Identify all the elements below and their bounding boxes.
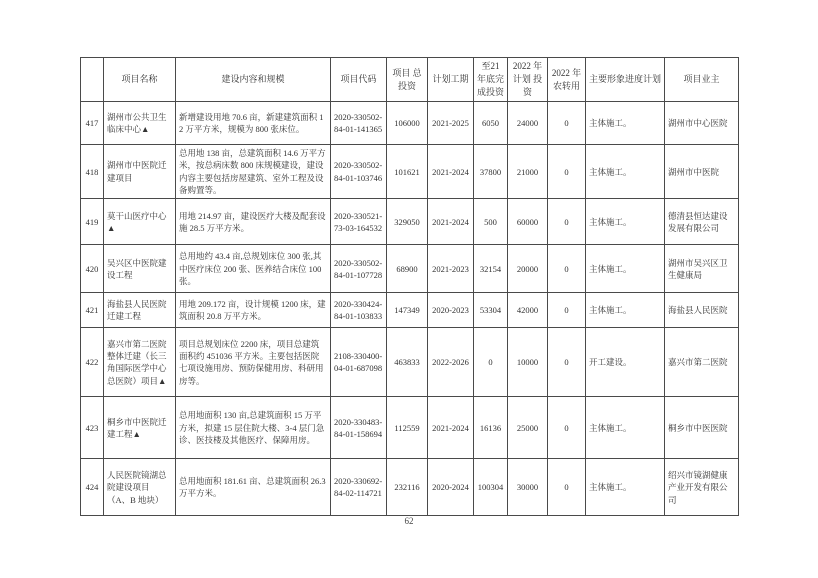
col-index-cell: 417 (81, 102, 104, 145)
col-construction-content-cell: 总用地面积 181.61 亩、总建筑面积 26.3 万平方米。 (176, 459, 331, 516)
table-row (81, 397, 739, 459)
col-project-owner-cell: 桐乡市中医医院 (665, 397, 739, 459)
table-row (81, 102, 739, 145)
col-total-investment-cell: 112559 (387, 397, 428, 459)
col-construction-content-cell: 新增建设用地 70.6 亩，新建建筑面积 12 万平方米，规模为 800 张床位。 (176, 102, 331, 145)
col-index-cell: 418 (81, 145, 104, 199)
col-progress-plan-cell: 主体施工。 (586, 459, 665, 516)
col-index-cell: 424 (81, 459, 104, 516)
table-row (81, 459, 739, 516)
table-row (81, 293, 739, 328)
col-2022-planned-investment-cell: 30000 (508, 459, 548, 516)
col-2022-planned-investment-cell: 20000 (508, 245, 548, 293)
header-col-project-owner: 项目业主 (665, 58, 739, 102)
col-total-investment-cell: 232116 (387, 459, 428, 516)
col-2022-planned-investment-cell: 60000 (508, 199, 548, 245)
col-2022-planned-investment-cell: 42000 (508, 293, 548, 328)
col-investment-completed-by-end-2021-cell: 500 (474, 199, 508, 245)
header-col-construction-content: 建设内容和规模 (176, 58, 331, 102)
col-investment-completed-by-end-2021-cell: 53304 (474, 293, 508, 328)
col-index-cell: 422 (81, 328, 104, 397)
col-project-name-cell: 人民医院镜湖总院建设项目（A、B 地块） (104, 459, 176, 516)
col-construction-content-cell: 项目总规划床位 2200 床，项目总建筑面积约 451036 平方米。主要包括医院七项设施用房、预防保健用房、科研用房等。 (176, 328, 331, 397)
col-construction-content-cell: 总用地面积 130 亩,总建筑面积 15 万平方米，拟建 15 层住院大楼、3-4 层门急诊、医技楼及其他医疗、保障用房。 (176, 397, 331, 459)
col-project-name-cell: 湖州市公共卫生临床中心▲ (104, 102, 176, 145)
header-col-2022-land-conversion: 2022 年 农转用 (548, 58, 586, 102)
col-project-owner-cell: 海盐县人民医院 (665, 293, 739, 328)
col-project-code-cell: 2020-330521-73-03-164532 (331, 199, 387, 245)
header-col-2022-planned-investment: 2022 年 计划 投资 (508, 58, 548, 102)
col-project-name-cell: 莫干山医疗中心▲ (104, 199, 176, 245)
header-col-planned-duration: 计划工期 (428, 58, 474, 102)
col-index-cell: 421 (81, 293, 104, 328)
header-col-investment-completed-by-end-2021: 至21 年底完 成投资 (474, 58, 508, 102)
table-row (81, 199, 739, 245)
col-total-investment-cell: 329050 (387, 199, 428, 245)
col-project-code-cell: 2020-330502-84-01-107728 (331, 245, 387, 293)
col-project-owner-cell: 湖州市中医院 (665, 145, 739, 199)
col-progress-plan-cell: 主体施工。 (586, 145, 665, 199)
projects-table-body (81, 102, 739, 516)
col-index-cell: 420 (81, 245, 104, 293)
col-project-code-cell: 2020-330692-84-02-114721 (331, 459, 387, 516)
col-2022-planned-investment-cell: 25000 (508, 397, 548, 459)
col-2022-land-conversion-cell: 0 (548, 328, 586, 397)
col-project-code-cell: 2020-330424-84-01-103833 (331, 293, 387, 328)
col-2022-land-conversion-cell: 0 (548, 145, 586, 199)
col-total-investment-cell: 463833 (387, 328, 428, 397)
col-investment-completed-by-end-2021-cell: 6050 (474, 102, 508, 145)
col-project-code-cell: 2108-330400-04-01-687098 (331, 328, 387, 397)
col-project-owner-cell: 湖州市吴兴区卫生健康局 (665, 245, 739, 293)
table-header-row (81, 58, 739, 102)
col-2022-land-conversion-cell: 0 (548, 199, 586, 245)
col-project-name-cell: 湖州市中医院迁建项目 (104, 145, 176, 199)
col-progress-plan-cell: 主体施工。 (586, 245, 665, 293)
col-planned-duration-cell: 2020-2023 (428, 293, 474, 328)
col-2022-land-conversion-cell: 0 (548, 102, 586, 145)
header-col-project-code: 项目代码 (331, 58, 387, 102)
col-total-investment-cell: 106000 (387, 102, 428, 145)
col-construction-content-cell: 总用地 138 亩，总建筑面积 14.6 万平方米，按总病床数 800 床规模建设，建设内容主要包括房屋建筑、室外工程及设备购置等。 (176, 145, 331, 199)
col-project-code-cell: 2020-330483-84-01-158694 (331, 397, 387, 459)
header-col-index (81, 58, 104, 102)
col-index-cell: 423 (81, 397, 104, 459)
col-investment-completed-by-end-2021-cell: 32154 (474, 245, 508, 293)
header-col-total-investment: 项目 总投资 (387, 58, 428, 102)
col-project-code-cell: 2020-330502-84-01-103746 (331, 145, 387, 199)
col-index-cell: 419 (81, 199, 104, 245)
col-2022-land-conversion-cell: 0 (548, 397, 586, 459)
col-planned-duration-cell: 2021-2024 (428, 145, 474, 199)
col-progress-plan-cell: 主体施工。 (586, 293, 665, 328)
col-investment-completed-by-end-2021-cell: 37800 (474, 145, 508, 199)
table-row (81, 245, 739, 293)
col-total-investment-cell: 68900 (387, 245, 428, 293)
col-total-investment-cell: 147349 (387, 293, 428, 328)
col-project-name-cell: 嘉兴市第二医院整体迁建（长三角国际医学中心总医院）项目▲ (104, 328, 176, 397)
col-2022-planned-investment-cell: 21000 (508, 145, 548, 199)
table-row (81, 328, 739, 397)
col-project-name-cell: 海盐县人民医院迁建工程 (104, 293, 176, 328)
col-project-name-cell: 吴兴区中医院建设工程 (104, 245, 176, 293)
col-project-name-cell: 桐乡市中医院迁建工程▲ (104, 397, 176, 459)
col-planned-duration-cell: 2022-2026 (428, 328, 474, 397)
col-planned-duration-cell: 2021-2023 (428, 245, 474, 293)
col-planned-duration-cell: 2021-2025 (428, 102, 474, 145)
col-2022-land-conversion-cell: 0 (548, 459, 586, 516)
col-planned-duration-cell: 2020-2024 (428, 459, 474, 516)
col-investment-completed-by-end-2021-cell: 16136 (474, 397, 508, 459)
header-col-progress-plan: 主要形象进度计划 (586, 58, 665, 102)
header-col-project-name: 项目名称 (104, 58, 176, 102)
col-investment-completed-by-end-2021-cell: 100304 (474, 459, 508, 516)
col-2022-land-conversion-cell: 0 (548, 293, 586, 328)
col-project-owner-cell: 绍兴市镜湖健康产业开发有限公司 (665, 459, 739, 516)
col-construction-content-cell: 总用地约 43.4 亩,总规划床位 300 张,其中医疗床位 200 张、医养结合床位 100 张。 (176, 245, 331, 293)
col-investment-completed-by-end-2021-cell: 0 (474, 328, 508, 397)
col-progress-plan-cell: 开工建设。 (586, 328, 665, 397)
col-construction-content-cell: 用地 214.97 亩，建设医疗大楼及配套设施 28.5 万平方米。 (176, 199, 331, 245)
col-progress-plan-cell: 主体施工。 (586, 102, 665, 145)
table-row (81, 145, 739, 199)
col-progress-plan-cell: 主体施工。 (586, 397, 665, 459)
projects-table (80, 57, 739, 516)
col-total-investment-cell: 101621 (387, 145, 428, 199)
col-planned-duration-cell: 2021-2024 (428, 199, 474, 245)
col-2022-planned-investment-cell: 24000 (508, 102, 548, 145)
col-construction-content-cell: 用地 209.172 亩，设计规模 1200 床，建筑面积 20.8 万平方米。 (176, 293, 331, 328)
col-2022-planned-investment-cell: 10000 (508, 328, 548, 397)
col-planned-duration-cell: 2021-2024 (428, 397, 474, 459)
col-project-owner-cell: 德清县恒达建设发展有限公司 (665, 199, 739, 245)
col-2022-land-conversion-cell: 0 (548, 245, 586, 293)
page-number: 62 (404, 516, 414, 526)
col-project-owner-cell: 湖州市中心医院 (665, 102, 739, 145)
col-progress-plan-cell: 主体施工。 (586, 199, 665, 245)
col-project-owner-cell: 嘉兴市第二医院 (665, 328, 739, 397)
col-project-code-cell: 2020-330502-84-01-141365 (331, 102, 387, 145)
